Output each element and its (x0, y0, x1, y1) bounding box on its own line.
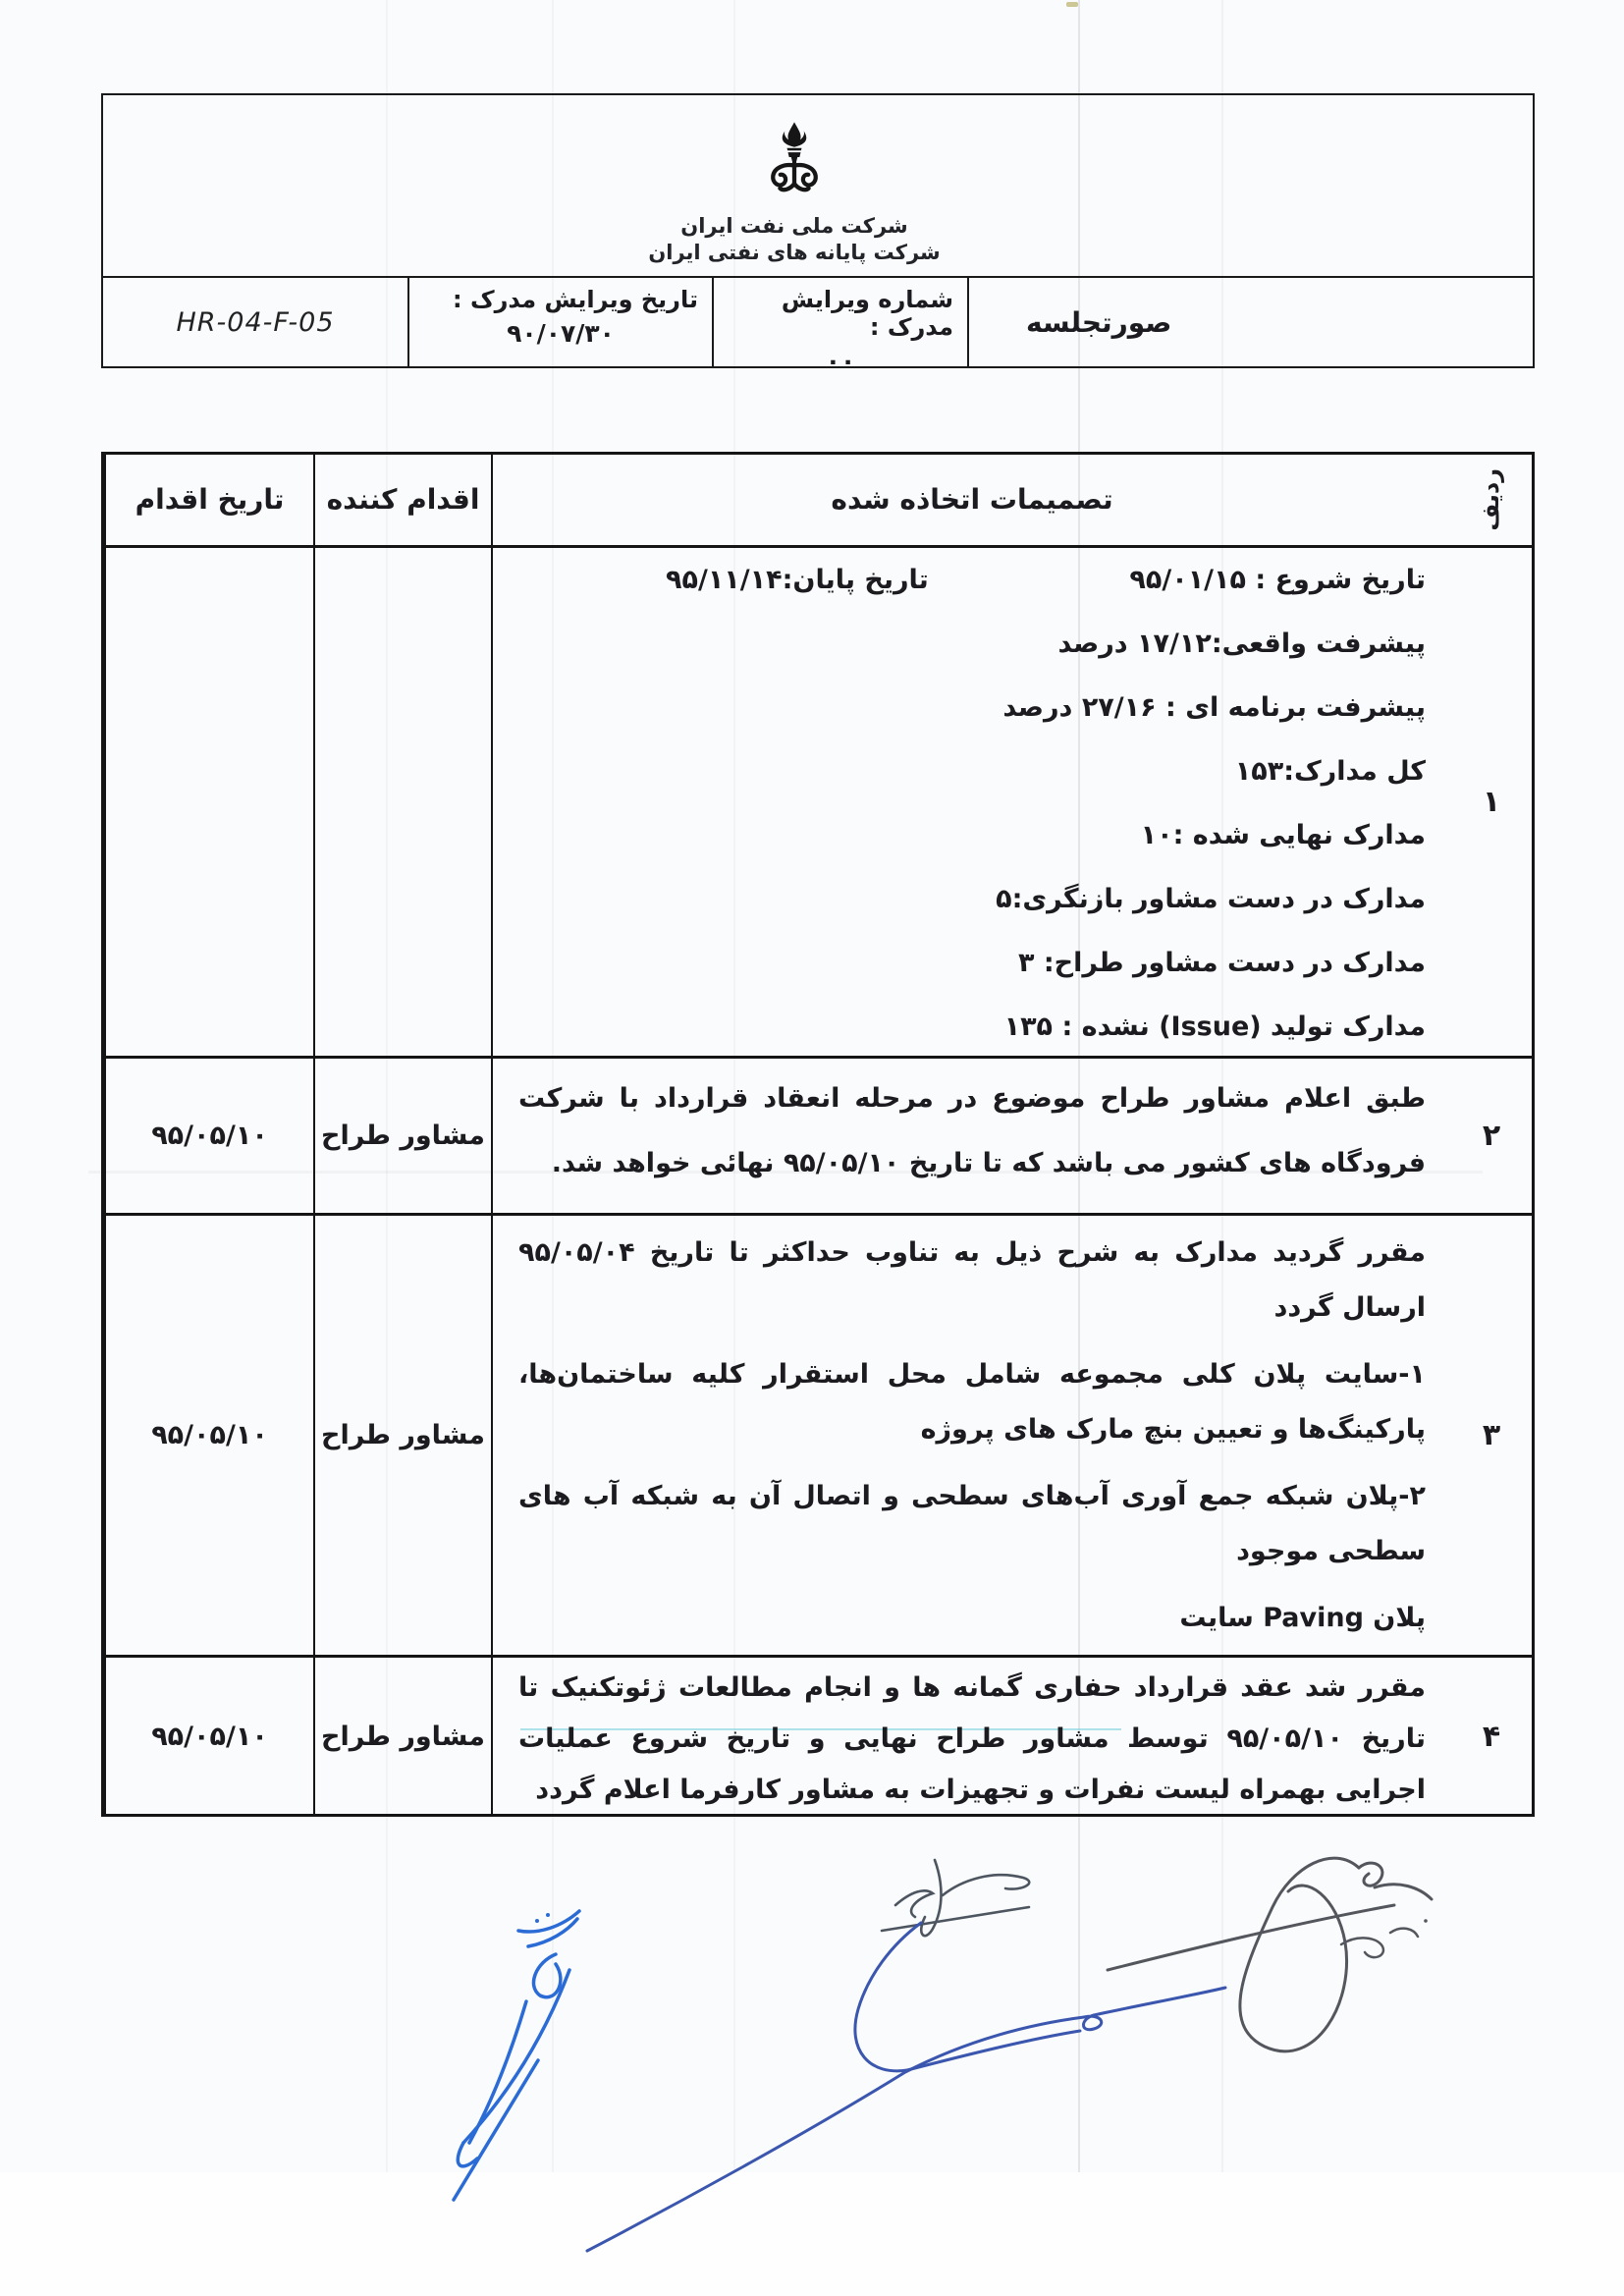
final-documents: مدارک نهایی شده :۱۰ (1140, 820, 1426, 850)
decision-intro: مقرر گردید مدارک به شرح ذیل به تناوب حداکثر تا تاریخ ۹۵/۰۵/۰۴ ارسال گردد (518, 1237, 1426, 1323)
page-bottom-margin (0, 2172, 1624, 2296)
actor-cell-row4: مشاور طراح (313, 1658, 491, 1816)
form-meta-row (103, 276, 1533, 375)
decisions-table (101, 452, 1535, 1817)
action-date-cell-row2: ۹۵/۰۵/۱۰ (104, 1059, 313, 1216)
docs-with-review-consultant: مدارک در دست مشاور بازنگری:۵ (996, 884, 1426, 914)
edit-number-label: شماره ویرایش مدرک : (781, 286, 953, 341)
decision-cell-row3 (491, 1216, 1451, 1658)
row-number: ۴ (1482, 1719, 1501, 1754)
decision-text: مقرر شد عقد قرارداد حفاری گمانه ها و انجام مطالعات ژئوتکنیک تا تاریخ ۹۵/۰۵/۱۰ توسط مشاور طراح نهایی و تاریخ شروع عملیات اجرایی بهمراه لیست نفرات و تجهیزات به مشاور کارفرما اعلام گردد (518, 1672, 1426, 1805)
nioc-torch-logo-icon (757, 121, 832, 213)
decision-item-1: ۱-سایت پلان کلی مجموعه شامل محل استقرار کلیه ساختمان‌ها، پارکینگ‌ها و تعیین بنچ مارک های پروژه (518, 1359, 1426, 1445)
decision-item-paving: پلان Paving سایت (1179, 1603, 1426, 1633)
decision-cell-row1 (491, 548, 1451, 1059)
col-header-decisions: تصمیمات اتخاذه شده (491, 455, 1451, 548)
actor-cell-row1 (313, 548, 491, 1059)
actor-cell-row2: مشاور طراح (313, 1059, 491, 1216)
action-date-cell-row4: ۹۵/۰۵/۱۰ (104, 1658, 313, 1816)
row-number: ۱ (1451, 548, 1532, 1059)
edit-date-label: تاریخ ویرایش مدرک : (453, 286, 698, 313)
edit-number-value: ۰۰ (825, 347, 856, 375)
decision-cell-row2 (491, 1059, 1451, 1216)
decision-text: طبق اعلام مشاور طراح موضوع در مرحله انعقاد قرارداد با شرکت فرودگاه های کشور می باشد که تا تاریخ ۹۵/۰۵/۱۰ نهائی خواهد شد. (518, 1083, 1426, 1178)
dates-line (518, 548, 1426, 612)
actor-cell-row3: مشاور طراح (313, 1216, 491, 1658)
progress-planned: پیشرفت برنامه ای : ۲۷/۱۶ درصد (1002, 692, 1426, 723)
decision-cell-row4 (491, 1658, 1451, 1816)
edit-number-cell (714, 278, 969, 375)
company-logo-block (80, 95, 1509, 278)
docs-not-issued: مدارک تولید (Issue) نشده : ۱۳۵ (1003, 1011, 1426, 1042)
action-date-cell-row3: ۹۵/۰۵/۱۰ (104, 1216, 313, 1658)
handwritten-signature-blue (454, 1911, 579, 2200)
end-date: تاریخ پایان:۹۵/۱۱/۱۴ (666, 565, 929, 595)
start-date: تاریخ شروع : ۹۵/۰۱/۱۵ (1129, 565, 1426, 595)
company-name-line2: شرکت پایانه های نفتی ایران (648, 241, 941, 264)
action-date-cell-row1 (104, 548, 313, 1059)
form-code: HR-04-F-05 (103, 278, 409, 366)
form-header-box (101, 93, 1535, 375)
progress-actual: پیشرفت واقعی:۱۷/۱۲ درصد (1057, 629, 1426, 659)
document-type-title: صورتجلسه (1026, 305, 1172, 339)
company-name-line1: شرکت ملی نفت ایران (680, 214, 908, 238)
col-header-actor: اقدام کننده (313, 455, 491, 548)
edit-date-cell (409, 278, 714, 366)
edit-date-value: ۹۰/۰۷/۳۰ (507, 319, 615, 348)
decision-item-2: ۲-پلان شبکه جمع آوری آب‌های سطحی و اتصال آن به شبکه آب های سطحی موجود (518, 1481, 1426, 1566)
col-header-row-number: ردیف (1451, 455, 1532, 548)
row-number: ۳ (1451, 1216, 1532, 1658)
col-header-action-date: تاریخ اقدام (104, 455, 313, 548)
total-documents: کل مدارک:۱۵۳ (1234, 756, 1426, 787)
handwritten-signature-gray (1108, 1858, 1432, 2051)
docs-with-design-consultant: مدارک در دست مشاور طراح: ۳ (1017, 948, 1426, 978)
scan-artifact-speck (1066, 2, 1078, 7)
row-number: ۲ (1451, 1059, 1532, 1216)
